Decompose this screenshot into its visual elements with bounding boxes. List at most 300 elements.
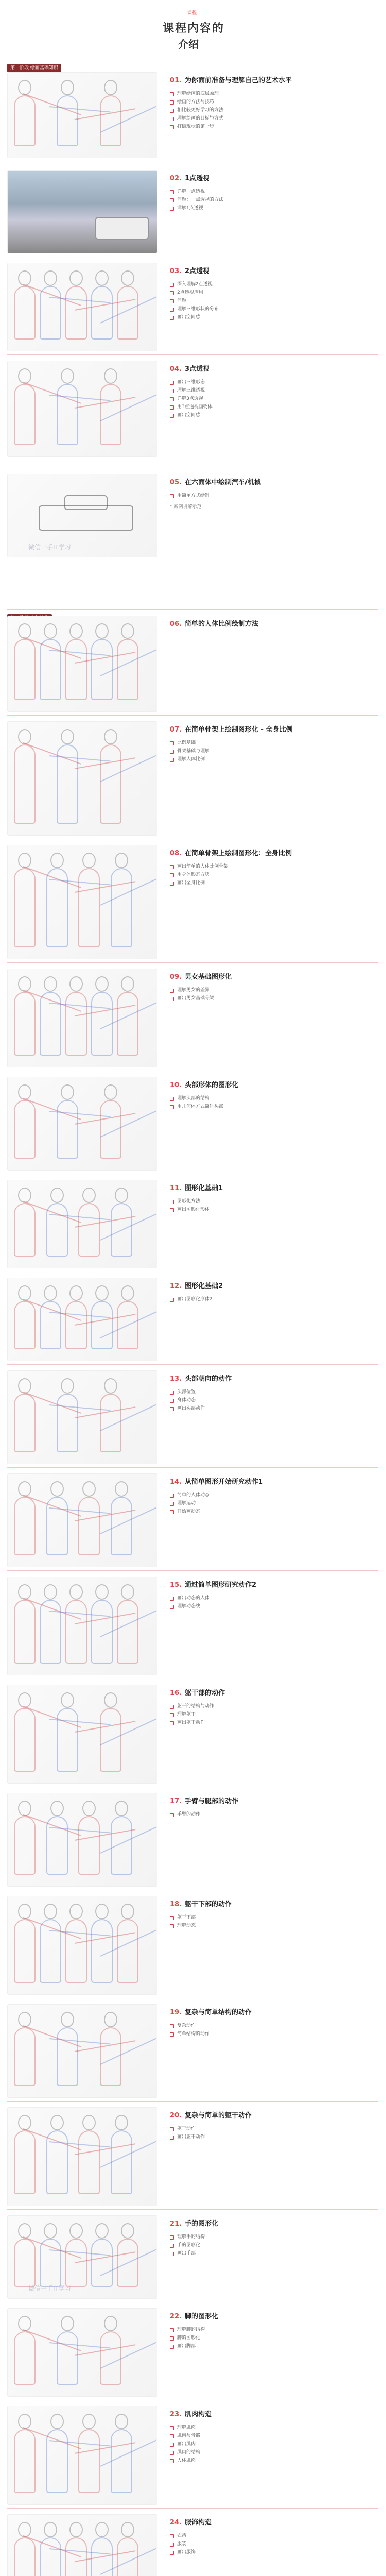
lesson-item: [170, 196, 376, 204]
lesson-content: [170, 1282, 376, 1303]
lesson-item: [170, 1710, 376, 1719]
lesson-heading: [170, 365, 376, 374]
sketch-head-icon: [115, 853, 128, 868]
sketch-figure-icon: [14, 1100, 36, 1159]
sketch-figure-icon: [91, 286, 113, 340]
sketch-head-icon: [95, 2522, 109, 2537]
lesson-item-text: 相比较更好学习的方法: [177, 108, 224, 113]
sketch-figure-icon: [40, 1600, 61, 1664]
sketch-head-icon: [115, 2115, 128, 2130]
lesson-item: [170, 747, 376, 755]
checkbox-icon: [170, 381, 174, 385]
sketch-head-icon: [104, 368, 117, 384]
lesson-item-text: 复杂动作: [177, 2023, 196, 2028]
sketch-head-icon: [44, 623, 57, 639]
lesson-item: [170, 1094, 376, 1103]
lesson-items: [170, 90, 376, 131]
lesson-content: [170, 1900, 376, 1930]
lesson-item: [170, 1810, 376, 1819]
checkbox-icon: [170, 882, 174, 886]
lesson-items: [170, 492, 376, 500]
lesson-number: 02.: [170, 175, 182, 182]
sketch-head-icon: [18, 729, 31, 744]
lesson-content: [170, 76, 376, 131]
lesson-content: [170, 174, 376, 212]
lesson-content: [170, 1797, 376, 1819]
lesson-content: [170, 973, 376, 1003]
lesson-title: 在六面体中绘制汽车/机械: [185, 479, 261, 486]
lesson-item-text: 绘画的方法与技巧: [177, 99, 215, 105]
lesson-items: [170, 378, 376, 419]
sketch-head-icon: [115, 1801, 128, 1816]
sketch-head-icon: [69, 2223, 83, 2239]
lesson-title: 躯干下部的动作: [185, 1901, 232, 1908]
checkbox-icon: [170, 2328, 174, 2332]
sketch-head-icon: [121, 2223, 134, 2239]
checkbox-icon: [170, 873, 174, 877]
checkbox-icon: [170, 2345, 174, 2349]
lesson-items: [170, 862, 376, 887]
sketch-head-icon: [121, 1904, 134, 1919]
lesson-heading: [170, 1581, 376, 1590]
lesson-heading: [170, 1689, 376, 1698]
checkbox-icon: [170, 414, 174, 418]
lesson-items: [170, 986, 376, 1003]
lesson-item: [170, 2334, 376, 2342]
lesson-number: 23.: [170, 2411, 182, 2418]
lesson-illustration: [7, 2004, 157, 2098]
sketch-figure-icon: [117, 1919, 138, 1983]
lesson-illustration: [7, 2406, 157, 2505]
lesson-items: [170, 1702, 376, 1727]
lesson-title: 肌肉构造: [185, 2411, 212, 2418]
sketch-figure-icon: [14, 2239, 36, 2287]
lesson-item-text: 打破现状的第一步: [177, 124, 215, 129]
lesson-item-text: 肌肉的结构: [177, 2450, 201, 2455]
lesson-item: [170, 1913, 376, 1922]
lesson-item: [170, 188, 376, 196]
checkbox-icon: [170, 1399, 174, 1403]
lesson-item: [170, 2540, 376, 2548]
lesson-number: 21.: [170, 2220, 182, 2228]
lesson-item-text: 画出手部: [177, 2251, 196, 2256]
lesson-number: 12.: [170, 1282, 182, 1290]
lesson-item: [170, 862, 376, 871]
section-divider: [7, 1570, 378, 1571]
section-divider: [7, 1467, 378, 1468]
sketch-head-icon: [104, 729, 117, 744]
lesson-item: [170, 1396, 376, 1404]
lesson-illustration: [7, 721, 157, 836]
lesson-item: [170, 1388, 376, 1396]
checkbox-icon: [170, 198, 174, 202]
checkbox-icon: [170, 207, 174, 211]
lesson-content: [170, 2518, 376, 2556]
lesson-item: [170, 2249, 376, 2258]
lesson-content: [170, 267, 376, 321]
page-title: 课程内容的: [163, 22, 225, 35]
lesson-item: [170, 2030, 376, 2038]
sketch-figure-icon: [78, 1203, 100, 1257]
lesson-item: [170, 2133, 376, 2141]
checkbox-icon: [170, 494, 174, 498]
checkbox-icon: [170, 316, 174, 320]
sketch-head-icon: [82, 1188, 96, 1203]
sketch-head-icon: [95, 1904, 109, 1919]
lesson-item-text: 开始画动态: [177, 1509, 201, 1514]
checkbox-icon: [170, 1391, 174, 1395]
lesson-item: [170, 1702, 376, 1710]
lesson-item: [170, 313, 376, 321]
lesson-number: 19.: [170, 2009, 182, 2016]
sketch-figure-icon: [46, 2130, 68, 2194]
sketch-head-icon: [121, 1285, 134, 1301]
lesson-title: 脚的图形化: [185, 2313, 219, 2320]
sketch-figure-icon: [65, 639, 87, 700]
sketch-head-icon: [18, 2414, 31, 2429]
checkbox-icon: [170, 2426, 174, 2430]
lesson-heading: [170, 76, 376, 86]
lesson-title: 头部朝向的动作: [185, 1375, 232, 1383]
sketch-figure-icon: [14, 992, 36, 1056]
lesson-item: [170, 411, 376, 419]
sketch-head-icon: [69, 1584, 83, 1600]
lesson-item-text: 画出脚部: [177, 2344, 196, 2349]
sketch-head-icon: [44, 2223, 57, 2239]
sketch-figure-icon: [14, 286, 36, 340]
lesson-items: [170, 280, 376, 321]
lesson-item-text: 骨架基础与理解: [177, 749, 210, 754]
checkbox-icon: [170, 1924, 174, 1928]
sketch-head-icon: [44, 976, 57, 992]
lesson-item-text: 脚的图形化: [177, 2335, 201, 2341]
checkbox-icon: [170, 2459, 174, 2463]
lesson-content: [170, 2410, 376, 2465]
lesson-number: 01.: [170, 77, 182, 84]
sketch-figure-icon: [78, 2130, 100, 2194]
lesson-title: 复杂与简单的躯干动作: [185, 2112, 252, 2120]
sketch-head-icon: [61, 1084, 74, 1100]
checkbox-icon: [170, 125, 174, 129]
lesson-item: [170, 1507, 376, 1516]
sketch-figure-icon: [91, 639, 113, 700]
lesson-items: [170, 1094, 376, 1111]
sketch-figure-icon: [65, 286, 87, 340]
lesson-item: [170, 386, 376, 395]
lesson-item: [170, 2424, 376, 2432]
checkbox-icon: [170, 1597, 174, 1601]
lesson-item-text: 画出服饰: [177, 2550, 196, 2555]
lesson-number: 20.: [170, 2112, 182, 2120]
sketch-figure-icon: [111, 1816, 132, 1875]
lesson-title: 手臂与腿部的动作: [185, 1798, 239, 1805]
lesson-heading: [170, 725, 376, 735]
lesson-illustration: [7, 1577, 157, 1675]
sketch-head-icon: [61, 729, 74, 744]
lesson-illustration: [7, 170, 157, 253]
lesson-item-text: 用身体形态方块: [177, 872, 210, 877]
lesson-item-text: 问题：一点透视的方法: [177, 197, 224, 202]
sketch-figure-icon: [14, 2130, 36, 2194]
lesson-illustration: [7, 616, 157, 712]
sketch-head-icon: [44, 1904, 57, 1919]
lesson-item-text: 图形化方法: [177, 1199, 201, 1204]
lesson-content: [170, 2312, 376, 2350]
lesson-title: 男女基础图形化: [185, 973, 232, 981]
sketch-figure-icon: [111, 868, 132, 947]
lesson-items: [170, 739, 376, 764]
lesson-item-text: 画出头部动作: [177, 1406, 205, 1411]
sketch-figure-icon: [57, 1708, 78, 1772]
lesson-item-text: 画出空间感: [177, 315, 201, 320]
lesson-item-text: 理解肌肉: [177, 2425, 196, 2430]
sketch-figure-icon: [100, 744, 121, 824]
sketch-figure-icon: [91, 1301, 113, 1349]
sketch-head-icon: [95, 1285, 109, 1301]
checkbox-icon: [170, 397, 174, 401]
sketch-figure-icon: [14, 639, 36, 700]
sketch-figure-icon: [65, 2537, 87, 2576]
sketch-figure-icon: [14, 2429, 36, 2493]
checkbox-icon: [170, 1407, 174, 1411]
lesson-item-text: 用3点透视画物体: [177, 404, 213, 410]
sketch-figure-icon: [14, 384, 36, 445]
sketch-head-icon: [95, 1584, 109, 1600]
sketch-head-icon: [115, 1481, 128, 1497]
checkbox-icon: [170, 2336, 174, 2341]
sketch-head-icon: [82, 2115, 96, 2130]
sketch-head-icon: [104, 1692, 117, 1708]
checkbox-icon: [170, 299, 174, 303]
header-tag: 课程: [187, 11, 197, 16]
sketch-head-icon: [18, 1481, 31, 1497]
checkbox-icon: [170, 1510, 174, 1514]
sketch-figure-icon: [40, 2239, 61, 2287]
lesson-illustration: [7, 2514, 157, 2576]
sketch-figure-icon: [40, 1301, 61, 1349]
lesson-item-text: 理解人体比例: [177, 757, 205, 762]
checkbox-icon: [170, 750, 174, 754]
lesson-item-text: 理解头部的结构: [177, 1096, 210, 1101]
lesson-content: [170, 620, 376, 633]
checkbox-icon: [170, 989, 174, 993]
sketch-head-icon: [18, 1084, 31, 1100]
sketch-head-icon: [95, 976, 109, 992]
lesson-item-text: 简单结构的动作: [177, 2031, 210, 2037]
sketch-head-icon: [18, 2115, 31, 2130]
checkbox-icon: [170, 1813, 174, 1817]
lesson-item: [170, 378, 376, 386]
sketch-figure-icon: [78, 2429, 100, 2493]
lesson-item-text: 理解躯干: [177, 1712, 196, 1717]
lesson-content: [170, 2111, 376, 2141]
lesson-heading: [170, 1797, 376, 1806]
checkbox-icon: [170, 1721, 174, 1725]
sketch-head-icon: [82, 853, 96, 868]
lesson-number: 17.: [170, 1798, 182, 1805]
sketch-figure-icon: [14, 2537, 36, 2576]
sketch-head-icon: [18, 1801, 31, 1816]
lesson-item: [170, 1594, 376, 1602]
lesson-item-text: 手的图形化: [177, 2243, 201, 2248]
lesson-item-text: 画出动态的人体: [177, 1596, 210, 1601]
sketch-figure-icon: [117, 1600, 138, 1664]
lesson-item-text: 详解1点透视: [177, 206, 203, 211]
sketch-figure-icon: [57, 384, 78, 445]
sketch-head-icon: [18, 1584, 31, 1600]
lesson-title: 在简单骨架上绘制图形化：全身比例: [185, 850, 292, 857]
lesson-number: 05.: [170, 479, 182, 486]
sketch-head-icon: [104, 80, 117, 95]
lesson-illustration: [7, 1685, 157, 1784]
lesson-items: [170, 1913, 376, 1930]
checkbox-icon: [170, 1713, 174, 1717]
lesson-item-text: 问题: [177, 298, 187, 303]
page-subtitle: 介绍: [178, 38, 199, 50]
sketch-figure-icon: [14, 2331, 36, 2385]
sketch-head-icon: [115, 2414, 128, 2429]
section-divider: [7, 715, 378, 716]
lesson-item-text: 衣褶: [177, 2533, 187, 2538]
checkbox-icon: [170, 283, 174, 287]
checkbox-icon: [170, 2032, 174, 2037]
section-divider: [7, 962, 378, 963]
checkbox-icon: [170, 2543, 174, 2547]
lesson-number: 24.: [170, 2519, 182, 2527]
lesson-note: * 案例讲解示范: [170, 504, 202, 510]
lesson-item-text: 深入理解2点透视: [177, 282, 213, 287]
sketch-head-icon: [18, 1285, 31, 1301]
lesson-item-text: 肌肉与骨骼: [177, 2433, 201, 2438]
lesson-item: [170, 2548, 376, 2556]
watermark-text: 微信一手IT学习: [28, 2285, 71, 2292]
checkbox-icon: [170, 190, 174, 194]
lesson-items: [170, 1388, 376, 1413]
lesson-item-text: 躯干的结构与动作: [177, 1704, 215, 1709]
lesson-items: [170, 2424, 376, 2465]
checkbox-icon: [170, 2127, 174, 2131]
checkbox-icon: [170, 1298, 174, 1302]
sketch-head-icon: [104, 1084, 117, 1100]
lesson-item-text: 理解动态线: [177, 1604, 201, 1609]
lesson-item: [170, 305, 376, 313]
sketch-head-icon: [69, 976, 83, 992]
lesson-items: [170, 188, 376, 212]
watermark-text: 微信一手IT学习: [28, 544, 71, 551]
lesson-item-text: 身体动态: [177, 1398, 196, 1403]
lesson-item-text: 躯干动作: [177, 2126, 196, 2131]
lesson-heading: [170, 849, 376, 858]
sketch-head-icon: [18, 1188, 31, 1203]
lesson-item: [170, 1295, 376, 1303]
lesson-item: [170, 1719, 376, 1727]
lesson-item: [170, 1602, 376, 1611]
lesson-item-text: 头部位置: [177, 1389, 196, 1395]
lesson-item: [170, 1197, 376, 1206]
lesson-number: 14.: [170, 1478, 182, 1486]
lesson-item-text: 躯干下部: [177, 1915, 196, 1920]
lesson-item: [170, 879, 376, 887]
sketch-figure-icon: [46, 1816, 68, 1875]
lesson-content: [170, 2219, 376, 2258]
lesson-item-text: 画出肌肉: [177, 2442, 196, 2447]
section-divider: [7, 609, 378, 610]
lesson-heading: [170, 2518, 376, 2528]
sketch-head-icon: [18, 270, 31, 286]
lesson-item-text: 详解一点透视: [177, 189, 205, 194]
lesson-content: [170, 1184, 376, 1214]
lesson-number: 06.: [170, 620, 182, 628]
checkbox-icon: [170, 389, 174, 393]
lesson-item: [170, 492, 376, 500]
sketch-figure-icon: [14, 1708, 36, 1772]
lesson-item: [170, 1922, 376, 1930]
lesson-title: 简单的人体比例绘制方法: [185, 620, 259, 628]
sketch-figure-icon: [14, 868, 36, 947]
sketch-figure-icon: [14, 1203, 36, 1257]
sketch-head-icon: [104, 2316, 117, 2331]
lesson-heading: [170, 2111, 376, 2121]
lesson-item-text: 理解运动: [177, 1501, 196, 1506]
lesson-number: 09.: [170, 973, 182, 981]
lesson-items: [170, 2125, 376, 2141]
checkbox-icon: [170, 741, 174, 745]
sketch-head-icon: [82, 1801, 96, 1816]
sketch-figure-icon: [14, 2027, 36, 2086]
lesson-illustration: [7, 361, 157, 457]
lesson-item: [170, 2448, 376, 2456]
sketch-head-icon: [69, 270, 83, 286]
lesson-item: [170, 2022, 376, 2030]
lesson-item-text: 手臂的动作: [177, 1812, 201, 1817]
lesson-title: 2点透视: [185, 267, 210, 275]
lesson-item: [170, 2233, 376, 2241]
lesson-item-text: 画出男女基础骨架: [177, 996, 215, 1001]
sketch-head-icon: [61, 1378, 74, 1394]
sketch-head-icon: [18, 1378, 31, 1394]
sketch-head-icon: [44, 1285, 57, 1301]
section-divider: [7, 1364, 378, 1365]
lesson-illustration: [7, 1896, 157, 1995]
lesson-item-text: 服装: [177, 2541, 187, 2547]
lesson-content: [170, 365, 376, 419]
sketch-head-icon: [18, 2316, 31, 2331]
lesson-item: [170, 289, 376, 297]
lesson-item-text: 详解3点透视: [177, 396, 203, 401]
lesson-number: 18.: [170, 1901, 182, 1908]
section-divider: [7, 2508, 378, 2509]
lesson-title: 为你面前准备与理解自己的艺术水平: [185, 77, 292, 84]
checkbox-icon: [170, 2244, 174, 2248]
lesson-content: [170, 1375, 376, 1413]
checkbox-icon: [170, 1105, 174, 1109]
lesson-illustration: [7, 1077, 157, 1171]
lesson-number: 11.: [170, 1184, 182, 1192]
lesson-item: [170, 1404, 376, 1413]
sketch-figure-icon: [57, 2027, 78, 2086]
sketch-head-icon: [95, 270, 109, 286]
sketch-head-icon: [115, 1188, 128, 1203]
lesson-illustration: [7, 969, 157, 1067]
car-icon: [95, 217, 149, 240]
sketch-figure-icon: [65, 992, 87, 1056]
lesson-item-text: 人体肌肉: [177, 2458, 196, 2463]
lesson-content: [170, 2008, 376, 2038]
lesson-item: [170, 1499, 376, 1507]
lesson-item: [170, 755, 376, 764]
sketch-figure-icon: [57, 95, 78, 146]
checkbox-icon: [170, 2443, 174, 2447]
